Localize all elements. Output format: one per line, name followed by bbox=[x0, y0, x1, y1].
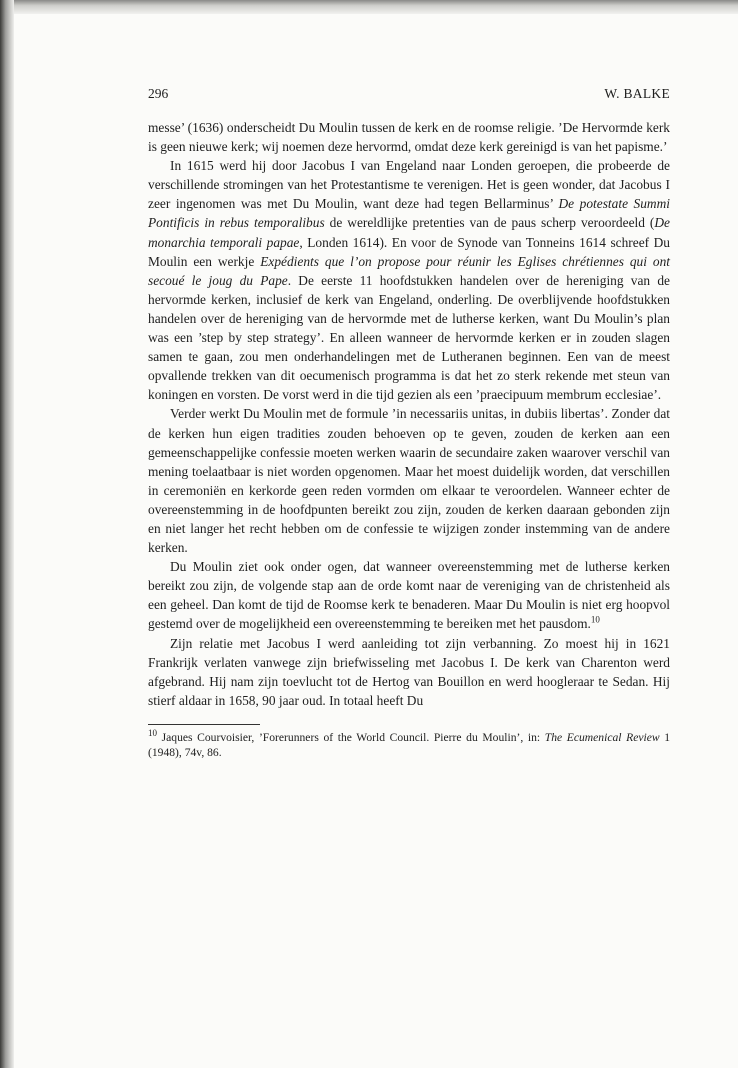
footnote-10 bbox=[148, 730, 670, 760]
text-run: Zijn relatie met Jacobus I werd aanleiding tot zijn verbanning. Zo moest hij in 1621 Frankrijk verlaten vanwege zijn briefwisseling met Jacobus I. De kerk van Charenton werd afgebrand. Hij nam zijn toevlucht tot de Hertog van Bouillon en werd hoogleraar te Sedan. Hij stierf aldaar in 1658, 90 jaar oud. In totaal heeft Du bbox=[148, 635, 670, 708]
scan-edge-left bbox=[0, 0, 14, 1068]
running-head-author: W. BALKE bbox=[604, 86, 670, 101]
scan-edge-top bbox=[0, 0, 738, 14]
page-number: 296 bbox=[148, 86, 169, 101]
text-run: , Londen 1614). En voor de Synode van Tonneins 1614 schreef Du Moulin een werkje bbox=[148, 234, 670, 269]
paragraph bbox=[148, 118, 670, 156]
text-run: In 1615 werd hij door Jacobus I van Engeland naar Londen geroepen, die probeerde de verschillende stromingen van het Protestantisme te verenigen. Het is geen wonder, dat Jacobus I zeer ingenomen was met Du Moulin, want deze had tegen Bellarminus’ bbox=[148, 158, 670, 212]
paragraph bbox=[148, 156, 670, 404]
page bbox=[148, 86, 670, 760]
text-run: de wereldlijke pretenties van de paus scherp veroordeeld ( bbox=[324, 215, 655, 231]
italic-title: Expédients que l’on propose pour réunir les Eglises chrétiennes qui ont secoué le joug du Pape bbox=[148, 253, 670, 288]
italic-title: De potestate Summi Pontificis in rebus temporalibus bbox=[148, 196, 670, 231]
text-run: Du Moulin ziet ook onder ogen, dat wanneer overeenstemming met de lutherse kerken bereikt zou zijn, de volgende stap aan de orde komt naar de vereniging van de christenheid als een geheel. Dan komt de tijd de Roomse kerk te benaderen. Maar Du Moulin is niet erg hoopvol gestemd over de mogelijkheid een overeenstemming te bereiken met het pausdom. bbox=[148, 559, 670, 632]
paragraph bbox=[148, 557, 670, 633]
footnote-rule bbox=[148, 724, 260, 725]
text-run: 1 (1948), 74v, 86. bbox=[148, 730, 671, 759]
italic-title: The Ecumenical Review bbox=[544, 730, 660, 744]
running-header bbox=[148, 86, 670, 110]
text-run: Verder werkt Du Moulin met de formule ’in necessariis unitas, in dubiis libertas’. Zonder dat de kerken hun eigen tradities zouden behoeven op te geven, zouden de kerken aan een gemeenschappelijke confessie moeten werken waarin de secundaire zaken waarover verschil van mening toelaatbaar is niet worden opgenomen. Maar het moest duidelijk worden, dat verschillen in ceremoniën en kerkorde geen reden vormden om elkaar te veroordelen. Wanneer echter de overeenstemming in de hoofdpunten bereikt zou zijn, zouden de kerken daaraan gebonden zijn en niet langer het recht hebben om de confessie te wijzigen zonder instemming van de andere kerken. bbox=[148, 406, 670, 556]
footnote-marker: 10 bbox=[590, 614, 600, 625]
footnote-marker: 10 bbox=[148, 728, 157, 739]
paragraph bbox=[148, 634, 670, 710]
text-run: messe’ (1636) onderscheidt Du Moulin tussen de kerk en de roomse religie. ’De Hervormde kerk is geen nieuwe kerk; wij noemen deze hervormd, omdat deze kerk gereinigd is van het papisme.’ bbox=[148, 120, 670, 155]
text-run: Jaques Courvoisier, ’Forerunners of the World Council. Pierre du Moulin’, in: bbox=[157, 730, 545, 744]
body-text bbox=[148, 118, 670, 710]
text-run: . De eerste 11 hoofdstukken handelen over de hereniging van de hervormde kerken, inclusief de kerk van Engeland, onderling. De overblijvende hoofdstukken handelen over de hereniging van de hervormde met de lutherse kerken, want Du Moulin’s plan was een ’step by step strategy’. En alleen wanneer de hervormde kerken er in zouden slagen samen te gaan, zou men onderhandelingen met de Lutheranen beginnen. Een van de meest opvallende trekken van dit oecumenisch programma is dat het zo sterk rekende met steun van koningen en vorsten. De vorst werd in die tijd gezien als een ’praecipuum membrum ecclesiae’. bbox=[148, 272, 670, 403]
paragraph bbox=[148, 404, 670, 557]
italic-title: De monarchia temporali papae bbox=[148, 215, 671, 250]
